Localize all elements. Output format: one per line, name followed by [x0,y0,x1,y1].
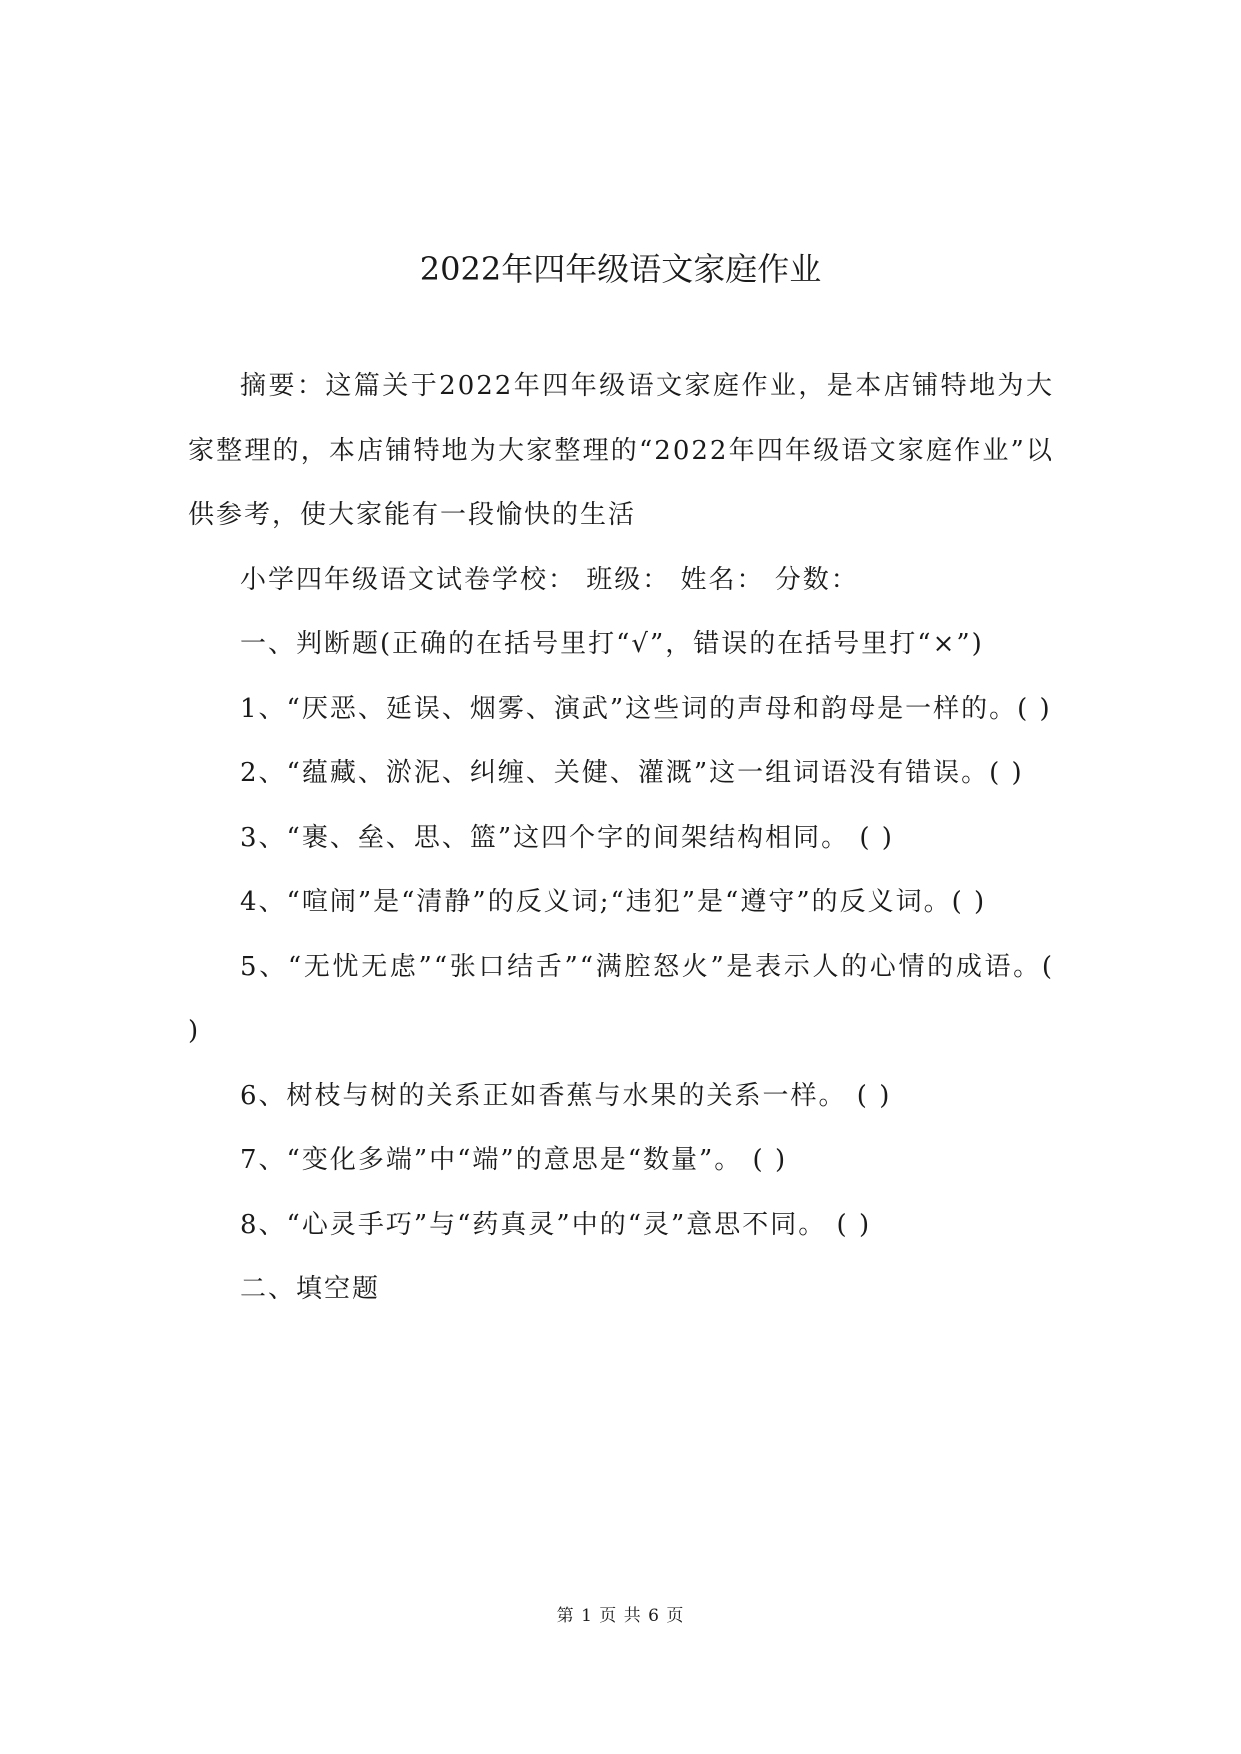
exam-header-line: 小学四年级语文试卷学校： 班级： 姓名： 分数： [240,564,859,595]
document-body [188,354,1054,1322]
question-item: 5、“无忧无虑”“张口结舌”“满腔怒火”是表示人的心情的成语。( ) [188,951,1054,1046]
section-heading-judgment: 一、判断题(正确的在括号里打“√”，错误的在括号里打“×”) [240,629,984,659]
document-title: 2022年四年级语文家庭作业 [419,250,822,289]
abstract-paragraph: 摘要：这篇关于2022年四年级语文家庭作业，是本店铺特地为大家整理的，本店铺特地为大家整理的“2022年四年级语文家庭作业”以供参考，使大家能有一段愉快的生活 [188,371,1054,530]
section-heading-fill-blank: 二、填空题 [240,1274,381,1304]
question-item: 4、“喧闹”是“清静”的反义词;“违犯”是“遵守”的反义词。( ) [240,887,987,917]
page-footer: 第 1 页 共 6 页 [556,1606,685,1626]
question-item: 3、“裹、垒、思、篮”这四个字的间架结构相同。 ( ) [240,822,894,853]
question-item: 7、“变化多端”中“端”的意思是“数量”。 ( ) [240,1145,788,1175]
question-item: 6、树枝与树的关系正如香蕉与水果的关系一样。 ( ) [240,1080,892,1111]
question-item: 2、“蕴藏、淤泥、纠缠、关健、灌溉”这一组词语没有错误。( ) [240,758,1024,788]
question-item: 1、“厌恶、延误、烟雾、演武”这些词的声母和韵母是一样的。( ) [240,693,1052,724]
question-item: 8、“心灵手巧”与“药真灵”中的“灵”意思不同。 ( ) [240,1209,872,1240]
